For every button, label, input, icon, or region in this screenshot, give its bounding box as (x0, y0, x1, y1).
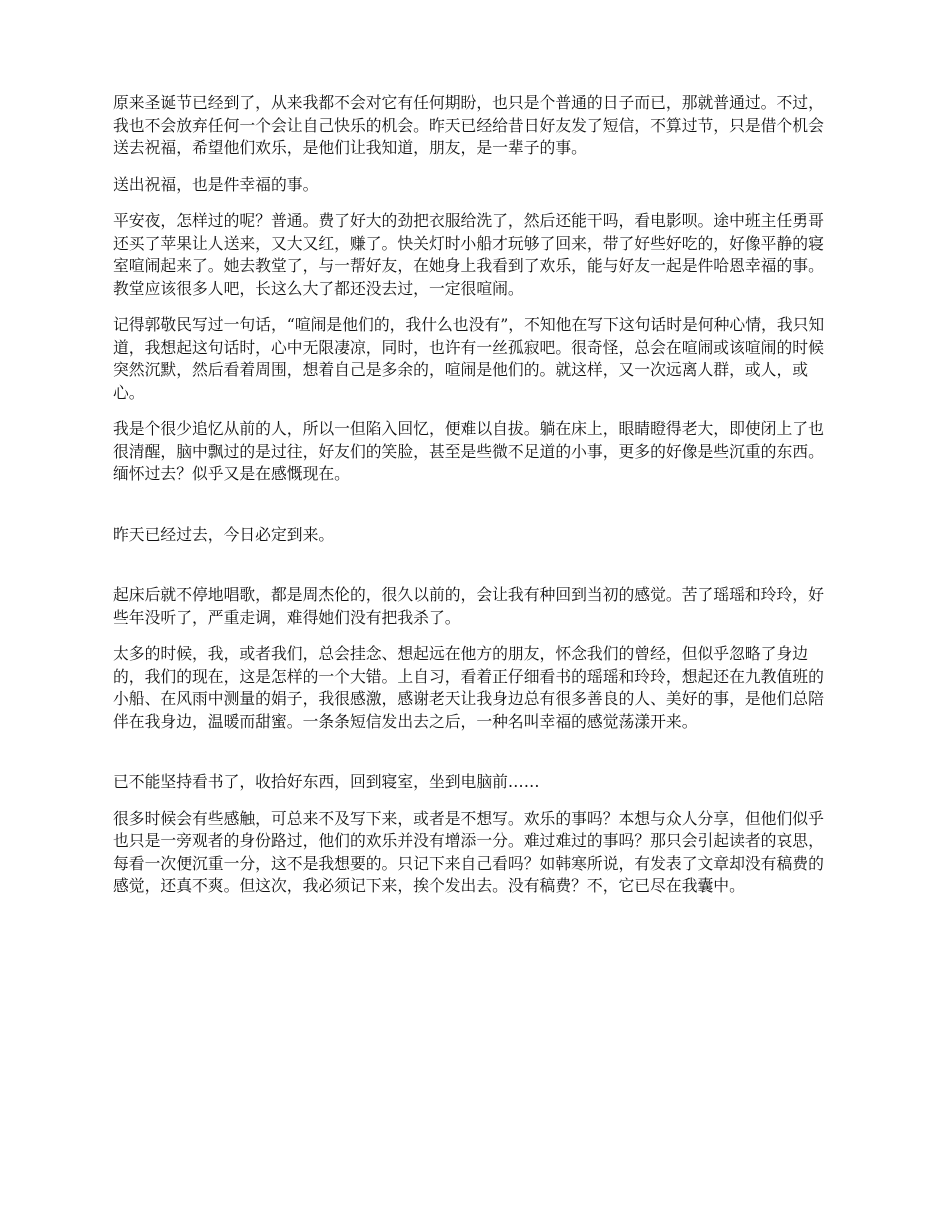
paragraph-7: 起床后就不停地唱歌，都是周杰伦的，很久以前的，会让我有种回到当初的感觉。苦了瑶瑶和玲玲，好些年没听了，严重走调，难得她们没有把我杀了。 (113, 585, 824, 627)
paragraph-gap (113, 300, 838, 314)
paragraph-3: 平安夜，怎样过的呢？普通。费了好大的劲把衣服给洗了，然后还能干吗，看电影呗。途中班主任勇哥还买了苹果让人送来，又大又红，赚了。快关灯时小船才玩够了回来，带了好些好吃的，好像平静的寝室喧闹起来了。她去教堂了，与一帮好友，在她身上我看到了欢乐，能与好友一起是件哈恩幸福的事。教堂应该很多人吧，长这么大了都还没去过，一定很喧闹。 (113, 211, 824, 298)
paragraph-gap (113, 196, 838, 210)
paragraph-gap (113, 794, 838, 808)
paragraph-9: 已不能坚持看书了，收拾好东西，回到寝室，坐到电脑前…… (113, 772, 540, 791)
paragraph-2: 送出祝福，也是件幸福的事。 (113, 174, 319, 194)
paragraph-gap (113, 404, 838, 418)
paragraph-gap (113, 546, 838, 584)
paragraph-10: 很多时候会有些感触，可总来不及写下来，或者是不想写。欢乐的事吗？本想与众人分享，但他们似乎也只是一旁观者的身份路过，他们的欢乐并没有增添一分。难过难过的事吗？那只会引起读者的哀思，每看一次便沉重一分，这不是我想要的。只记下来自己看吗？如韩寒所说，有发表了文章却没有稿费的感觉，还真不爽。但这次，我必须记下来，挨个发出去。没有稿费？不，它已尽在我囊中。 (113, 808, 824, 895)
paragraph-gap (113, 486, 838, 524)
paragraph-gap (113, 629, 838, 643)
paragraph-6: 昨天已经过去，今日必定到来。 (113, 524, 335, 544)
paragraph-gap (113, 160, 838, 174)
paragraph-4: 记得郭敬民写过一句话，“喧闹是他们的，我什么也没有”，不知他在写下这句话时是何种心情，我只知道，我想起这句话时，心中无限凄凉，同时，也许有一丝孤寂吧。很奇怪，总会在喧闹或该喧闹的时候突然沉默，然后看着周围，想着自己是多余的，喧闹是他们的。就这样，又一次远离人群，或人，或心。 (113, 315, 825, 402)
paragraph-gap (113, 733, 838, 771)
paragraph-5: 我是个很少追忆从前的人，所以一但陷入回忆，便难以自拔。躺在床上，眼睛瞪得老大，即使闭上了也很清醒，脑中飘过的是过往，好友们的笑脸，甚至是些微不足道的小事，更多的好像是些沉重的东西。缅怀过去？似乎又是在感慨现在。 (113, 419, 824, 483)
paragraph-8: 太多的时候，我，或者我们，总会挂念、想起远在他方的朋友，怀念我们的曾经，但似乎忽略了身边的，我们的现在，这是怎样的一个大错。上自习，看着正仔细看书的瑶瑶和玲玲，想起还在九教值班的小船、在风雨中测量的娟子，我很感激，感谢老天让我身边总有很多善良的人、美好的事，是他们总陪伴在我身边，温暖而甜蜜。一条条短信发出去之后，一种名叫幸福的感觉荡漾开来。 (113, 644, 824, 731)
paragraph-1: 原来圣诞节已经到了，从来我都不会对它有任何期盼，也只是个普通的日子而已，那就普通过。不过，我也不会放弃任何一个会让自己快乐的机会。昨天已经给昔日好友发了短信，不算过节，只是借个机会送去祝福，希望他们欢乐，是他们让我知道，朋友，是一辈子的事。 (113, 93, 824, 157)
